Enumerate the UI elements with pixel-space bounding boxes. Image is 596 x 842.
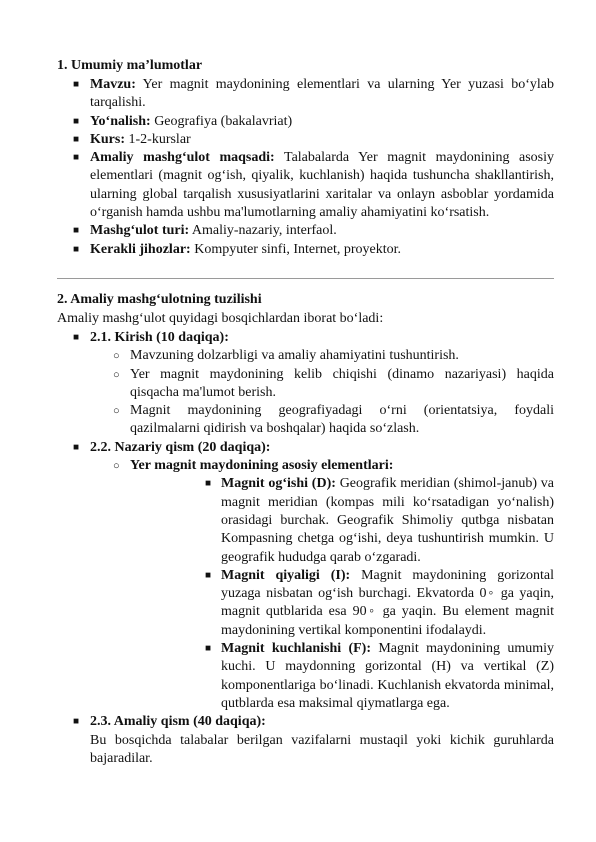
bullet-icon: ■ <box>73 243 80 255</box>
structure-list <box>57 329 554 768</box>
stage-title: 2.1. Kirish (10 daqiqa): <box>90 330 229 345</box>
bullet-icon: ■ <box>73 225 80 237</box>
item-text: Yer magnit maydonining asosiy elementlari: <box>130 458 394 474</box>
list-item-equipment <box>57 241 554 259</box>
item-text: Magnit maydonining umumiy kuchi. U maydonning gorizontal (H) va vertikal (Z) komponentlariga bo‘linadi. Kuchlanish ekvatorda minimal, qutblarda esa maksimal qiymatlarga ega. <box>221 641 554 711</box>
item-text: Amaliy-nazariy, interfaol. <box>189 223 337 239</box>
item-label: Kurs: <box>90 131 125 147</box>
item-text: Yer magnit maydonining elementlari va ularning Yer yuzasi bo‘ylab tarqalishi. <box>90 77 554 111</box>
item-text: Kompyuter sinfi, Internet, proyektor. <box>190 241 402 257</box>
square-bullet-icon: ■ <box>205 643 212 655</box>
practical-description: Bu bosqichda talabalar berilgan vazifalarni mustaqil yoki kichik guruhlarda bajaradilar. <box>90 732 554 766</box>
section-2-intro: Amaliy mashg‘ulot quyidagi bosqichlardan iborat bo‘ladi: <box>57 311 384 326</box>
bullet-icon: ■ <box>73 133 80 145</box>
list-item-course <box>57 131 554 149</box>
bullet-icon: ■ <box>73 716 80 728</box>
bullet-icon: ■ <box>73 79 80 90</box>
circle-bullet-icon: ○ <box>113 368 120 381</box>
item-label: Mashg‘ulot turi: <box>90 223 190 239</box>
stage-theory <box>57 439 554 457</box>
item-label: Yo‘nalish: <box>90 113 151 129</box>
item-label: Kerakli jihozlar: <box>90 241 191 257</box>
bullet-icon: ■ <box>73 332 80 343</box>
list-item-declination <box>57 475 554 566</box>
item-label: Magnit kuchlanishi (F): <box>221 641 372 657</box>
circle-bullet-icon: ○ <box>113 405 120 418</box>
circle-bullet-icon: ○ <box>113 460 120 473</box>
item-text: Magnit maydonining gorizontal yuzaga nisbatan og‘ish burchagi. Ekvatorda 0◦ ga yaqin, magnit qutblarida esa 90◦ ga yaqin. Bu element magnit maydonining vertikal komponentini ifodalaydi. <box>221 567 554 638</box>
item-text: Mavzuning dolzarbligi va amaliy ahamiyatini tushuntirish. <box>130 348 459 364</box>
circle-bullet-icon: ○ <box>113 350 120 363</box>
item-text: Yer magnit maydonining kelib chiqishi (dinamo nazariyasi) haqida qisqacha ma'lumot berish. <box>130 366 554 400</box>
square-bullet-icon: ■ <box>205 478 212 490</box>
item-label: Mavzu: <box>90 77 136 92</box>
list-item-type <box>57 222 554 240</box>
list-item-goal <box>57 149 554 222</box>
bullet-icon: ■ <box>73 441 80 453</box>
bullet-icon: ■ <box>73 115 80 127</box>
item-text: Magnit maydonining geografiyadagi o‘rni (orientatsiya, foydali qazilmalarni qidirish va boshqalar) haqida so‘zlash. <box>130 403 554 437</box>
stage-title: 2.2. Nazariy qism (20 daqiqa): <box>90 439 271 455</box>
item-label: Magnit qiyaligi (I): <box>221 567 351 583</box>
item-text: Talabalarda Yer magnit maydonining asosiy elementlari (magnit og‘ish, qiyalik, kuchlanish) haqida tushuncha shakllantirish, ularning global tarqalish xususiyatlarini xaritalar va onlayn asboblar yordamida o‘rganish hamda ushbu ma'lumotlarning amaliy ahamiyatini ko‘rsatish. <box>90 150 554 221</box>
bullet-icon: ■ <box>73 152 80 164</box>
item-label: Amaliy mashg‘ulot maqsadi: <box>90 150 275 166</box>
section-1-heading: 1. Umumiy ma’lumotlar <box>57 58 203 73</box>
stage-title: 2.3. Amaliy qism (40 daqiqa): <box>90 714 266 730</box>
item-label: Magnit og‘ishi (D): <box>221 476 336 492</box>
list-item-intensity <box>57 640 554 713</box>
list-item <box>57 347 554 365</box>
list-item-topic <box>57 76 554 113</box>
list-item <box>57 402 554 439</box>
stage-intro <box>57 329 554 347</box>
section-2-heading: 2. Amaliy mashg‘ulotning tuzilishi <box>57 292 262 307</box>
list-item-inclination <box>57 567 554 640</box>
item-text: Geografik meridian (shimol-janub) va magnit meridian (kompas mili ko‘rsatadigan yo‘nalish) orasidagi burchak. Geografik Shimoliy qutbga nisbatan Kompasning chetga og‘ishi, deya tushuntirish mumkin. U geografik hududga qarab o‘zgaradi. <box>221 476 554 565</box>
stage-practical <box>57 713 554 731</box>
section-divider <box>57 278 554 279</box>
list-item <box>57 366 554 403</box>
item-text: 1-2-kurslar <box>125 131 191 147</box>
square-bullet-icon: ■ <box>205 569 212 581</box>
general-info-list <box>57 76 554 259</box>
list-item <box>57 457 554 475</box>
item-text: Geografiya (bakalavriat) <box>150 113 293 129</box>
list-item-direction <box>57 113 554 131</box>
